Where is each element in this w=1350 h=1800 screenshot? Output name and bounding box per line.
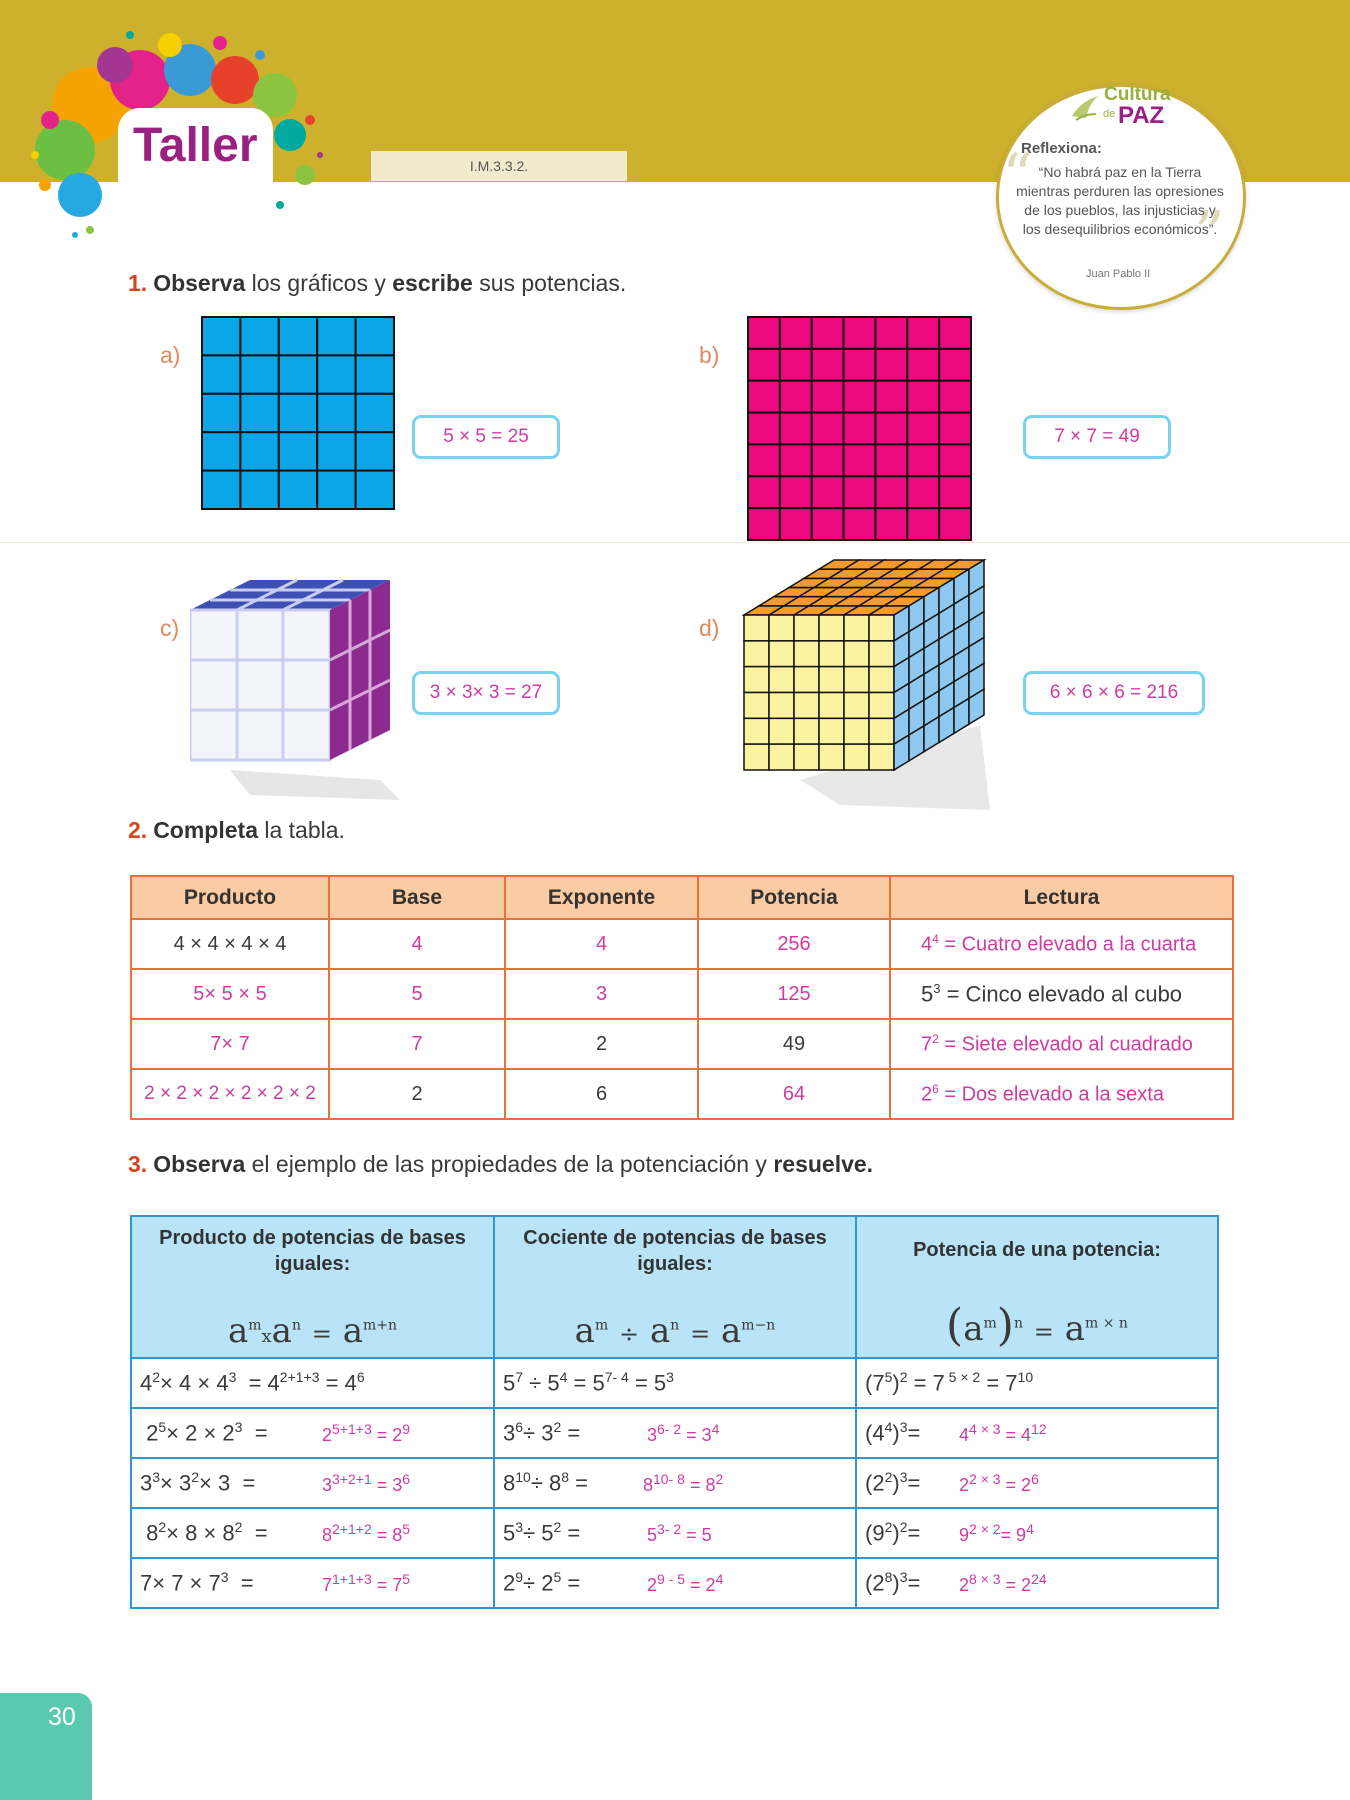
lectura-base: 5	[921, 981, 934, 1007]
grid-cell	[356, 355, 394, 393]
exercise-cell: $(2^8)^3=$ $2^{8 \times 3} = 2^{24}$	[856, 1558, 1218, 1608]
grid-cell	[939, 317, 971, 349]
lectura-exp: 2	[932, 1031, 939, 1046]
exp-m-minus-n: m−n	[741, 1317, 776, 1334]
grid-cell	[939, 381, 971, 413]
grid-cell	[748, 381, 780, 413]
var-a: a	[649, 1311, 671, 1351]
grid-cell	[875, 381, 907, 413]
cube-front-cell	[769, 693, 794, 719]
exp-m-times-n: m × n	[1085, 1315, 1128, 1332]
cube-front-cell	[819, 615, 844, 641]
dove-icon	[1068, 86, 1104, 126]
exponente-cell: 2	[505, 1019, 698, 1069]
potencia-cell: 49	[698, 1019, 890, 1069]
equals-sign: =	[311, 1320, 332, 1348]
equals-sign: =	[1033, 1318, 1054, 1346]
table-row	[131, 1019, 1233, 1069]
lectura-base: 2	[921, 1083, 933, 1106]
exp-n: n	[1013, 1315, 1023, 1332]
table-header-row	[131, 1216, 1218, 1358]
exp-m-plus-n: m+n	[363, 1317, 398, 1334]
answer: $5^{3- 2} = 5$	[647, 1521, 712, 1545]
grid-cell	[844, 444, 876, 476]
grid-cell	[202, 394, 240, 432]
producto-cell: 2 × 2 × 2 × 2 × 2 × 2	[131, 1069, 329, 1119]
var-a: a	[342, 1311, 363, 1351]
lectura-cell	[890, 1019, 1233, 1069]
reflection-heading: Reflexiona:	[1021, 140, 1102, 157]
grid-cell	[907, 476, 939, 508]
verb: Completa	[153, 817, 258, 843]
grid-cell	[844, 317, 876, 349]
cube-front-cell	[869, 744, 894, 770]
grid-cell	[907, 444, 939, 476]
property-header-product	[131, 1216, 494, 1358]
answer-box-c: 3 × 3× 3 = 27	[412, 671, 560, 715]
property-formula: $(a^m)^n = a^{m \times n}$	[946, 1300, 1128, 1351]
cube-front-cell	[744, 667, 769, 693]
cube-front-cell	[769, 641, 794, 667]
grid-cell	[748, 349, 780, 381]
grid-cell	[317, 394, 355, 432]
property-title: Potencia de una potencia:	[913, 1239, 1161, 1261]
lectura-base: 7	[921, 1033, 933, 1056]
exercise-cell: $2^5\times 2 \times 2^3$ = $2^{5+1+3} = 2^9$	[131, 1408, 494, 1458]
grid-cell	[844, 413, 876, 445]
lectura-text: = Cuatro elevado a la cuarta	[938, 933, 1197, 956]
exercise-number: 1.	[128, 270, 148, 296]
answer: $9^{2 \times 2}= 9^4$	[959, 1521, 1034, 1545]
grid-cell	[812, 508, 844, 540]
page-number-tab	[0, 1693, 92, 1800]
grid-cell	[279, 317, 317, 355]
exercise-number: 3.	[128, 1151, 148, 1177]
exercise-cell: $5^3\div 5^2$ = $5^{3- 2} = 5$	[494, 1508, 856, 1558]
grid-cell	[748, 444, 780, 476]
grid-cell	[317, 317, 355, 355]
property-title: Producto de potencias de bases iguales:	[159, 1227, 466, 1275]
grid-cell	[279, 355, 317, 393]
instruction-text: la tabla.	[257, 817, 345, 843]
cube-front-cell	[819, 693, 844, 719]
item-label-c: c)	[160, 615, 180, 641]
exercise-cell: $2^9\div 2^5$ = $2^{9 - 5} = 2^4$	[494, 1558, 856, 1608]
answer: $2^{9 - 5} = 2^4$	[647, 1571, 724, 1595]
cube-front-cell	[844, 693, 869, 719]
grid-cell	[356, 432, 394, 470]
reflection-quote: “No habrá paz en la Tierra mientras perduren las opresiones de los pueblos, las injusticias y los desequilibrios económicos”.	[1016, 164, 1224, 237]
grid-cell	[780, 317, 812, 349]
grid-cell	[844, 476, 876, 508]
close-quote-icon: ”	[1194, 199, 1225, 269]
instruction-text: los gráficos y	[245, 270, 393, 296]
base-cell: 2	[329, 1069, 505, 1119]
property-header-power-of-power	[856, 1216, 1218, 1358]
exercise-cell: $3^3\times 3^2\times 3$ = $3^{3+2+1} = 3^6$	[131, 1458, 494, 1508]
exp-m: m	[248, 1317, 262, 1334]
example-cell: $4^2\times 4 \times 4^3 = 4^{2+1+3} = 4^6$	[131, 1358, 494, 1408]
cube-6x6x6	[740, 555, 1000, 815]
grid-cell	[317, 355, 355, 393]
grid-cell	[812, 476, 844, 508]
item-label-a: a)	[160, 342, 181, 368]
cube-front-cell	[794, 693, 819, 719]
grid-cell	[875, 317, 907, 349]
cube-front-cell	[744, 693, 769, 719]
grid-cell	[202, 471, 240, 509]
lectura-cell	[890, 919, 1233, 969]
exponente-cell: 6	[505, 1069, 698, 1119]
verb: escribe	[392, 270, 473, 296]
lectura-exp: 4	[932, 931, 939, 946]
grid-cell	[875, 508, 907, 540]
grid-cell	[202, 432, 240, 470]
instruction-text: sus potencias.	[472, 270, 627, 296]
table-header-row	[131, 876, 1233, 919]
grid-cell	[844, 349, 876, 381]
cube-front-cell	[819, 718, 844, 744]
properties-table	[130, 1215, 1219, 1609]
cube-front-cell	[769, 667, 794, 693]
cube-front-cell	[844, 615, 869, 641]
grid-cell	[812, 381, 844, 413]
grid-cell	[844, 508, 876, 540]
base-cell: 5	[329, 969, 505, 1019]
quote-author: Juan Pablo II	[1086, 268, 1151, 280]
exercise-cell: $7\times 7 \times 7^3$ = $7^{1+1+3} = 7^5$	[131, 1558, 494, 1608]
exercise-3-instruction	[128, 1151, 873, 1178]
grid-cell	[748, 476, 780, 508]
grid-cell	[875, 413, 907, 445]
grid-cell	[939, 508, 971, 540]
var-a: a	[721, 1311, 742, 1351]
lectura-text: = Dos elevado a la sexta	[938, 1083, 1164, 1106]
column-header: Base	[329, 876, 505, 919]
item-label-b: b)	[699, 342, 720, 368]
table-row	[131, 1408, 1218, 1458]
exp-n: n	[670, 1317, 680, 1334]
cube-front-cell	[869, 718, 894, 744]
cube-front-cell	[744, 744, 769, 770]
grid-cell	[279, 432, 317, 470]
grid-cell	[939, 413, 971, 445]
cube-front-cell	[769, 615, 794, 641]
cube-front-cell	[769, 718, 794, 744]
table-row	[131, 1558, 1218, 1608]
answer-box-b: 7 × 7 = 49	[1023, 415, 1171, 459]
cube-front-cell	[744, 615, 769, 641]
powers-table	[130, 875, 1234, 1120]
grid-cell	[356, 317, 394, 355]
grid-cell	[356, 471, 394, 509]
item-label-d: d)	[699, 615, 720, 641]
exp-m: m	[983, 1315, 997, 1332]
property-formula	[132, 1311, 493, 1351]
grid-cell	[939, 349, 971, 381]
lectura-text: = Cinco elevado al cubo	[940, 981, 1183, 1007]
table-row	[131, 1458, 1218, 1508]
cube-front-cell	[869, 667, 894, 693]
grid-cell	[844, 381, 876, 413]
grid-cell	[356, 394, 394, 432]
square-grid-7x7	[746, 315, 973, 542]
grid-cell	[907, 317, 939, 349]
answer: $8^{2+1+2} = 8^5$	[322, 1521, 411, 1545]
exercise-number: 2.	[128, 817, 148, 843]
answer: $7^{1+1+3} = 7^5$	[322, 1571, 411, 1595]
var-a: a	[963, 1309, 984, 1349]
lectura-cell	[890, 969, 1233, 1019]
answer: $2^{8 \times 3} = 2^{24}$	[959, 1571, 1047, 1595]
answer: $2^{5+1+3} = 2^9$	[322, 1421, 411, 1445]
exercise-2-instruction	[128, 817, 345, 844]
exp-n: n	[291, 1317, 301, 1334]
exercise-cell: $(2^2)^3=$ $2^{2 \times 3} = 2^6$	[856, 1458, 1218, 1508]
property-title: Cociente de potencias de bases iguales:	[523, 1227, 827, 1275]
grid-cell	[240, 432, 278, 470]
grid-cell	[812, 413, 844, 445]
example-cell: $(7^5)^2 = 7$ $^{5 \times 2} = 7^{10}$	[856, 1358, 1218, 1408]
grid-cell	[780, 444, 812, 476]
grid-cell	[780, 476, 812, 508]
times-sign: x	[261, 1326, 272, 1347]
table-row	[131, 1069, 1233, 1119]
lectura-exp: 6	[932, 1081, 939, 1096]
cube-front-cell	[769, 744, 794, 770]
divide-sign: ÷	[619, 1320, 640, 1348]
grid-cell	[317, 432, 355, 470]
cube-front-cell	[844, 744, 869, 770]
page-number: 30	[48, 1703, 76, 1731]
var-a: a	[271, 1311, 292, 1351]
answer: $4^{4 \times 3} = 4^{12}$	[959, 1421, 1047, 1445]
answer: $3^{3+2+1} = 3^6$	[322, 1471, 411, 1495]
property-header-quotient	[494, 1216, 856, 1358]
producto-cell: 5× 5 × 5	[131, 969, 329, 1019]
grid-cell	[240, 471, 278, 509]
grid-cell	[780, 381, 812, 413]
lectura-exp: 3	[933, 980, 941, 996]
skill-code: I.M.3.3.2.	[371, 151, 627, 181]
answer-box-a: 5 × 5 = 25	[412, 415, 560, 459]
table-row	[131, 1358, 1218, 1408]
cube-front-cell	[869, 693, 894, 719]
equals-sign: =	[690, 1320, 711, 1348]
var-a: a	[574, 1311, 595, 1351]
cube-front-cell	[794, 667, 819, 693]
grid-cell	[939, 476, 971, 508]
answer: $3^{6- 2} = 3^4$	[647, 1421, 720, 1445]
exercise-cell: $8^2\times 8 \times 8^2$ = $8^{2+1+2} = 8^5$	[131, 1508, 494, 1558]
column-header: Exponente	[505, 876, 698, 919]
exercise-cell: $8^{10}\div 8^8$ = $8^{10- 8} = 8^2$	[494, 1458, 856, 1508]
potencia-cell: 64	[698, 1069, 890, 1119]
lectura-text: = Siete elevado al cuadrado	[938, 1033, 1193, 1056]
grid-cell	[812, 444, 844, 476]
verb: resuelve.	[773, 1151, 874, 1177]
verb: Observa	[153, 1151, 246, 1177]
var-a: a	[227, 1311, 249, 1351]
base-cell: 7	[329, 1019, 505, 1069]
grid-cell	[748, 317, 780, 349]
cube-front-cell	[844, 667, 869, 693]
grid-cell	[939, 444, 971, 476]
cube-front-cell	[744, 718, 769, 744]
cube-front-cell	[819, 667, 844, 693]
brand-cultura: Cultura	[1104, 84, 1171, 105]
grid-cell	[907, 508, 939, 540]
grid-cell	[748, 508, 780, 540]
producto-cell: 4 × 4 × 4 × 4	[131, 919, 329, 969]
grid-cell	[780, 413, 812, 445]
grid-cell	[875, 476, 907, 508]
potencia-cell: 125	[698, 969, 890, 1019]
verb: Observa	[153, 270, 246, 296]
cube-front-cell	[819, 744, 844, 770]
grid-cell	[812, 349, 844, 381]
grid-cell	[875, 349, 907, 381]
grid-cell	[907, 413, 939, 445]
table-row	[131, 1508, 1218, 1558]
grid-cell	[240, 355, 278, 393]
brand-paz: PAZ	[1118, 102, 1165, 129]
exercise-cell: $3^6\div 3^2$ = $3^{6- 2} = 3^4$	[494, 1408, 856, 1458]
cube-front-cell	[869, 615, 894, 641]
producto-cell: 7× 7	[131, 1019, 329, 1069]
lectura-cell	[890, 1069, 1233, 1119]
exercise-1-instruction	[128, 270, 626, 297]
var-a: a	[1064, 1309, 1085, 1349]
cube-front-cell	[844, 641, 869, 667]
grid-cell	[907, 349, 939, 381]
divider-line	[0, 542, 1350, 543]
potencia-cell: 256	[698, 919, 890, 969]
exponente-cell: 4	[505, 919, 698, 969]
grid-cell	[279, 394, 317, 432]
exercise-cell: $(4^4)^3=$ $4^{4 \times 3} = 4^{12}$	[856, 1408, 1218, 1458]
cube-front-cell	[819, 641, 844, 667]
column-header: Lectura	[890, 876, 1233, 919]
column-header: Producto	[131, 876, 329, 919]
answer: $2^{2 \times 3} = 2^6$	[959, 1471, 1039, 1495]
cube-front-cell	[794, 718, 819, 744]
table-row	[131, 919, 1233, 969]
cube-front-cell	[794, 744, 819, 770]
grid-cell	[875, 444, 907, 476]
cube-front-cell	[794, 641, 819, 667]
grid-cell	[780, 508, 812, 540]
cube-front-cell	[844, 718, 869, 744]
instruction-text: el ejemplo de las propiedades de la potenciación y	[245, 1151, 774, 1177]
grid-cell	[317, 471, 355, 509]
rubik-cube-3x3x3	[190, 570, 410, 800]
cube-front-cell	[744, 641, 769, 667]
base-cell: 4	[329, 919, 505, 969]
grid-cell	[202, 355, 240, 393]
square-grid-5x5	[200, 315, 396, 511]
brand-de: de	[1103, 108, 1116, 120]
grid-cell	[812, 317, 844, 349]
exercise-cell: $(9^2)^2=$ $9^{2 \times 2}= 9^4$	[856, 1508, 1218, 1558]
answer: $8^{10- 8} = 8^2$	[643, 1471, 724, 1495]
exp-m: m	[594, 1317, 609, 1334]
grid-cell	[202, 317, 240, 355]
grid-cell	[279, 471, 317, 509]
page-title: Taller	[133, 119, 258, 172]
table-row	[131, 969, 1233, 1019]
property-formula	[495, 1311, 855, 1351]
cube-front-cell	[794, 615, 819, 641]
grid-cell	[780, 349, 812, 381]
open-quote-icon: “	[1002, 141, 1033, 211]
grid-cell	[748, 413, 780, 445]
exponente-cell: 3	[505, 969, 698, 1019]
cube-front-cell	[869, 641, 894, 667]
grid-cell	[907, 381, 939, 413]
grid-cell	[240, 317, 278, 355]
answer-box-d: 6 × 6 × 6 = 216	[1023, 671, 1205, 715]
column-header: Potencia	[698, 876, 890, 919]
lectura-base: 4	[921, 933, 933, 956]
grid-cell	[240, 394, 278, 432]
example-cell: $5^7 \div 5^4 = 5^{7- 4} = 5^3$	[494, 1358, 856, 1408]
